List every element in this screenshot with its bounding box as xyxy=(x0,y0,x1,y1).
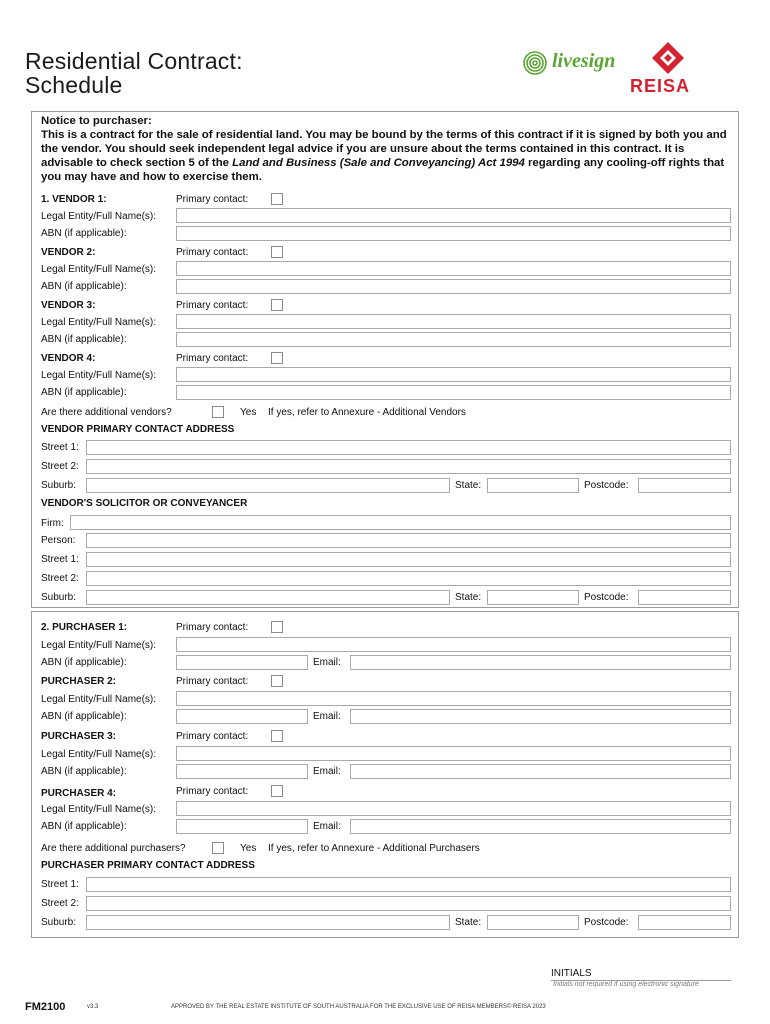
purchaser-2-heading: PURCHASER 2: xyxy=(41,676,117,687)
purchaser-4-primary-contact-checkbox[interactable] xyxy=(271,785,283,797)
purchaser-3-email-label: Email: xyxy=(313,766,341,777)
purchaser-3-legal-entity-label: Legal Entity/Full Name(s): xyxy=(41,749,157,760)
approval-text: APPROVED BY THE REAL ESTATE INSTITUTE OF SOUTH AUSTRALIA FOR THE EXCLUSIVE USE OF REISA MEMBERS© REISA 2023 xyxy=(171,1004,546,1010)
purchaser-2-legal-entity-input[interactable] xyxy=(176,691,731,706)
vendor-street2-label: Street 2: xyxy=(41,461,79,472)
purchaser-4-legal-entity-input[interactable] xyxy=(176,801,731,816)
purchaser-street2-input[interactable] xyxy=(86,896,731,911)
purchaser-2-email-input[interactable] xyxy=(350,709,731,724)
vendor-4-abn-input[interactable] xyxy=(176,385,731,400)
vendor-3-heading: VENDOR 3: xyxy=(41,300,96,311)
initials-note: Initials not required if using electronic signature xyxy=(553,981,699,988)
vendor-3-legal-entity-input[interactable] xyxy=(176,314,731,329)
livesign-wordmark: livesign xyxy=(552,50,616,72)
vendor-suburb-label: Suburb: xyxy=(41,480,77,491)
purchaser-2-email-label: Email: xyxy=(313,711,341,722)
purchaser-state-input[interactable] xyxy=(487,915,579,930)
reisa-logo xyxy=(628,40,708,96)
solicitor-firm-label: Firm: xyxy=(41,518,64,529)
vendor-1-primary-contact-label: Primary contact: xyxy=(176,194,249,205)
solicitor-person-input[interactable] xyxy=(86,533,731,548)
vendor-street1-label: Street 1: xyxy=(41,442,79,453)
additional-vendors-checkbox[interactable] xyxy=(212,406,224,418)
reisa-wordmark: REISA xyxy=(630,76,691,96)
purchaser-2-primary-contact-checkbox[interactable] xyxy=(271,675,283,687)
solicitor-street1-input[interactable] xyxy=(86,552,731,567)
purchaser-4-email-label: Email: xyxy=(313,821,341,832)
purchaser-1-email-input[interactable] xyxy=(350,655,731,670)
solicitor-postcode-input[interactable] xyxy=(638,590,731,605)
purchaser-street1-input[interactable] xyxy=(86,877,731,892)
additional-purchasers-yes: Yes xyxy=(240,843,257,854)
reisa-emblem-icon xyxy=(648,40,688,76)
solicitor-state-label: State: xyxy=(455,592,482,603)
vendor-1-legal-entity-input[interactable] xyxy=(176,208,731,223)
purchaser-1-primary-contact-checkbox[interactable] xyxy=(271,621,283,633)
additional-purchasers-checkbox[interactable] xyxy=(212,842,224,854)
livesign-logo xyxy=(521,48,631,78)
fingerprint-icon xyxy=(521,49,549,77)
vendor-4-legal-entity-input[interactable] xyxy=(176,367,731,382)
notice-text: This is a contract for the sale of residential land. You may be bound by the terms of this contract if it is signed by both you and the vendor. You should seek independent legal advice if you are unsure about the terms contained in this contract. It is advisable to check section 5 of the xyxy=(41,129,727,169)
vendor-4-primary-contact-checkbox[interactable] xyxy=(271,352,283,364)
notice-heading: Notice to purchaser: xyxy=(41,115,152,127)
vendor-4-heading: VENDOR 4: xyxy=(41,353,96,364)
solicitor-firm-input[interactable] xyxy=(70,515,731,530)
purchaser-3-legal-entity-input[interactable] xyxy=(176,746,731,761)
vendor-state-input[interactable] xyxy=(487,478,579,493)
solicitor-suburb-label: Suburb: xyxy=(41,592,77,603)
initials-label: INITIALS xyxy=(551,968,592,979)
solicitor-suburb-input[interactable] xyxy=(86,590,450,605)
vendor-address-heading: VENDOR PRIMARY CONTACT ADDRESS xyxy=(41,424,235,435)
title-line-1: Residential Contract: xyxy=(25,48,243,74)
purchaser-1-abn-label: ABN (if applicable): xyxy=(41,657,127,668)
vendor-3-abn-input[interactable] xyxy=(176,332,731,347)
purchaser-4-abn-label: ABN (if applicable): xyxy=(41,821,127,832)
purchaser-suburb-label: Suburb: xyxy=(41,917,77,928)
purchaser-postcode-label: Postcode: xyxy=(584,917,629,928)
form-version: v3.3 xyxy=(87,1004,99,1010)
vendor-3-primary-contact-checkbox[interactable] xyxy=(271,299,283,311)
purchaser-4-primary-contact-label: Primary contact: xyxy=(176,786,249,797)
purchaser-1-legal-entity-input[interactable] xyxy=(176,637,731,652)
purchaser-1-heading: 2. PURCHASER 1: xyxy=(41,622,128,633)
purchaser-2-primary-contact-label: Primary contact: xyxy=(176,676,249,687)
purchaser-3-primary-contact-checkbox[interactable] xyxy=(271,730,283,742)
vendor-2-abn-label: ABN (if applicable): xyxy=(41,281,127,292)
form-code: FM2100 xyxy=(25,1001,66,1013)
purchaser-2-abn-input[interactable] xyxy=(176,709,308,724)
purchaser-1-abn-input[interactable] xyxy=(176,655,308,670)
purchaser-3-email-input[interactable] xyxy=(350,764,731,779)
vendor-3-abn-label: ABN (if applicable): xyxy=(41,334,127,345)
page-title xyxy=(25,49,243,97)
purchaser-4-email-input[interactable] xyxy=(350,819,731,834)
purchaser-2-legal-entity-label: Legal Entity/Full Name(s): xyxy=(41,694,157,705)
purchaser-4-abn-input[interactable] xyxy=(176,819,308,834)
purchaser-state-label: State: xyxy=(455,917,482,928)
additional-purchasers-question: Are there additional purchasers? xyxy=(41,843,186,854)
vendor-4-abn-label: ABN (if applicable): xyxy=(41,387,127,398)
solicitor-street1-label: Street 1: xyxy=(41,554,79,565)
purchaser-2-abn-label: ABN (if applicable): xyxy=(41,711,127,722)
vendor-state-label: State: xyxy=(455,480,482,491)
vendor-1-primary-contact-checkbox[interactable] xyxy=(271,193,283,205)
title-line-2: Schedule xyxy=(25,72,123,98)
vendor-2-primary-contact-label: Primary contact: xyxy=(176,247,249,258)
vendor-street2-input[interactable] xyxy=(86,459,731,474)
vendor-1-abn-input[interactable] xyxy=(176,226,731,241)
notice-text-end: regarding any cooling-off rights that you may have and how to exercise them. xyxy=(41,157,725,183)
solicitor-street2-label: Street 2: xyxy=(41,573,79,584)
purchaser-3-abn-input[interactable] xyxy=(176,764,308,779)
vendor-postcode-label: Postcode: xyxy=(584,480,629,491)
solicitor-person-label: Person: xyxy=(41,535,76,546)
purchaser-suburb-input[interactable] xyxy=(86,915,450,930)
purchaser-3-heading: PURCHASER 3: xyxy=(41,731,117,742)
vendor-1-heading: 1. VENDOR 1: xyxy=(41,194,107,205)
solicitor-street2-input[interactable] xyxy=(86,571,731,586)
solicitor-postcode-label: Postcode: xyxy=(584,592,629,603)
vendor-4-primary-contact-label: Primary contact: xyxy=(176,353,249,364)
purchaser-4-heading: PURCHASER 4: xyxy=(41,788,117,799)
vendor-postcode-input[interactable] xyxy=(638,478,731,493)
additional-vendors-question: Are there additional vendors? xyxy=(41,407,172,418)
vendor-2-abn-input[interactable] xyxy=(176,279,731,294)
purchaser-street1-label: Street 1: xyxy=(41,879,79,890)
notice-act: Land and Business (Sale and Conveyancing) Act 1994 xyxy=(232,157,525,169)
additional-purchasers-note: If yes, refer to Annexure - Additional Purchasers xyxy=(268,843,480,854)
vendor-1-abn-label: ABN (if applicable): xyxy=(41,228,127,239)
notice-body xyxy=(41,128,731,184)
vendor-street1-input[interactable] xyxy=(86,440,731,455)
notice-to-purchaser xyxy=(41,114,731,184)
additional-vendors-yes: Yes xyxy=(240,407,257,418)
purchaser-3-abn-label: ABN (if applicable): xyxy=(41,766,127,777)
additional-vendors-note: If yes, refer to Annexure - Additional Vendors xyxy=(268,407,466,418)
solicitor-state-input[interactable] xyxy=(487,590,579,605)
purchaser-address-heading: PURCHASER PRIMARY CONTACT ADDRESS xyxy=(41,860,255,871)
vendor-2-heading: VENDOR 2: xyxy=(41,247,96,258)
vendor-4-legal-entity-label: Legal Entity/Full Name(s): xyxy=(41,370,157,381)
vendor-2-legal-entity-label: Legal Entity/Full Name(s): xyxy=(41,264,157,275)
vendor-3-primary-contact-label: Primary contact: xyxy=(176,300,249,311)
vendor-suburb-input[interactable] xyxy=(86,478,450,493)
purchaser-4-legal-entity-label: Legal Entity/Full Name(s): xyxy=(41,804,157,815)
purchaser-postcode-input[interactable] xyxy=(638,915,731,930)
vendor-2-primary-contact-checkbox[interactable] xyxy=(271,246,283,258)
purchaser-1-email-label: Email: xyxy=(313,657,341,668)
vendor-3-legal-entity-label: Legal Entity/Full Name(s): xyxy=(41,317,157,328)
vendor-2-legal-entity-input[interactable] xyxy=(176,261,731,276)
purchaser-street2-label: Street 2: xyxy=(41,898,79,909)
purchaser-3-primary-contact-label: Primary contact: xyxy=(176,731,249,742)
purchaser-1-primary-contact-label: Primary contact: xyxy=(176,622,249,633)
solicitor-heading: VENDOR'S SOLICITOR OR CONVEYANCER xyxy=(41,498,248,509)
purchaser-1-legal-entity-label: Legal Entity/Full Name(s): xyxy=(41,640,157,651)
vendor-1-legal-entity-label: Legal Entity/Full Name(s): xyxy=(41,211,157,222)
